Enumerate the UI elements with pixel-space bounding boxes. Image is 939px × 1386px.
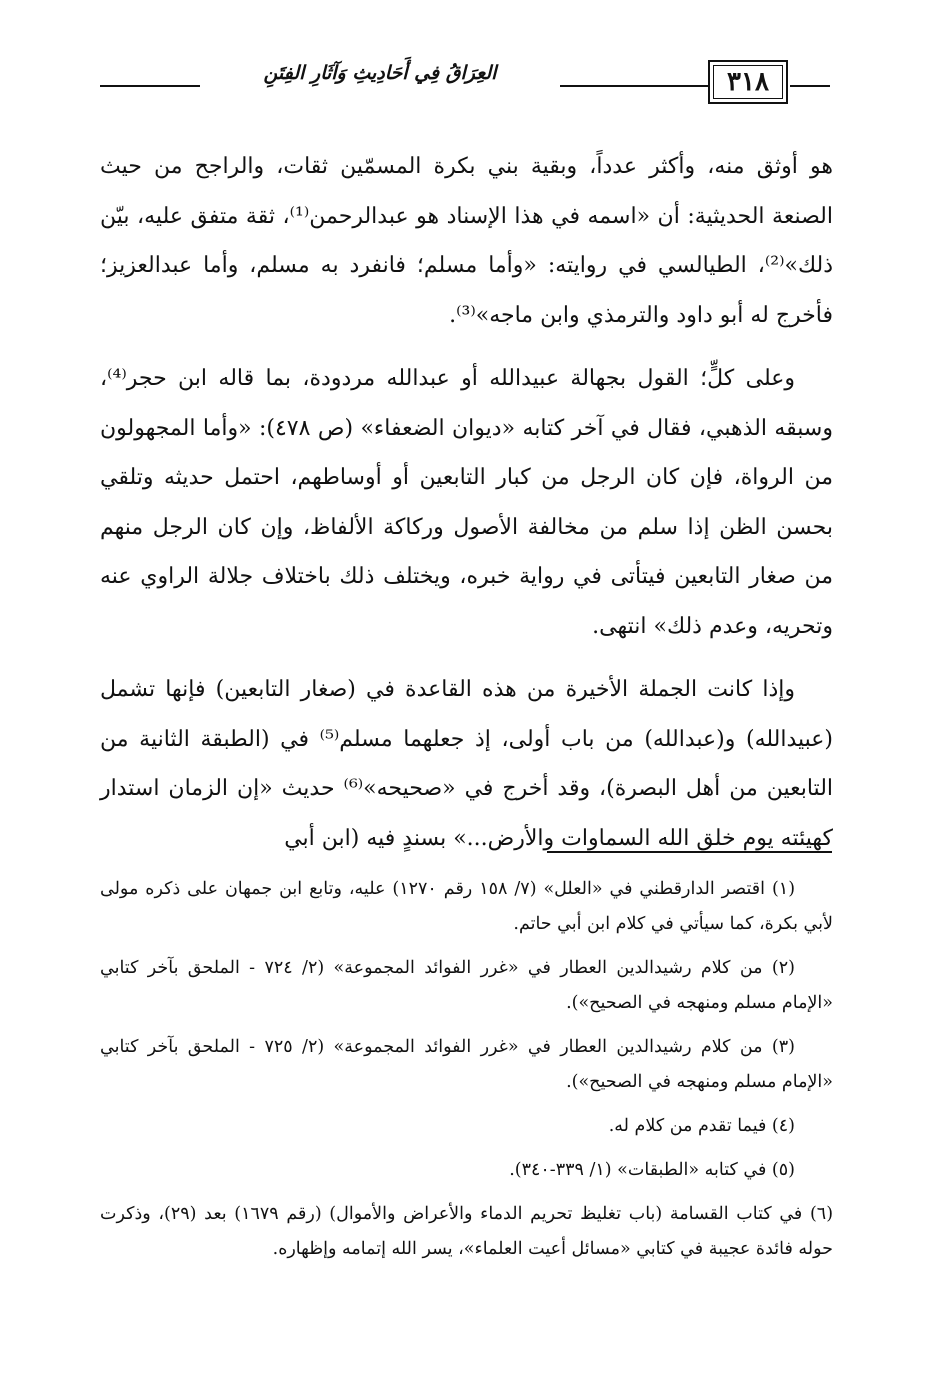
footnote-1: (١) اقتصر الدارقطني في «العلل» (٧/ ١٥٨ رقم ١٢٧٠) عليه، وتابع ابن جمهان على ذكره مولى لأبي بكرة، كما سيأتي في كلام ابن أبي حاتم. (100, 879, 833, 934)
running-title: العِرَاقُ فِي أَحَادِيثِ وَآثَارِ الفِتَنِ (263, 62, 497, 84)
page-header (100, 60, 830, 108)
footnote-5: (٥) في كتابه «الطبقات» (١/ ٣٣٩-٣٤٠). (509, 1160, 795, 1180)
header-rule-left (100, 85, 200, 87)
header-rule-middle (560, 85, 710, 87)
footnote-4: (٤) فيما تقدم من كلام له. (608, 1116, 795, 1136)
footnote-divider (547, 851, 832, 853)
body-paragraph-3: وإذا كانت الجملة الأخيرة من هذه القاعدة في (صغار التابعين) فإنها تشمل (عبيدالله) و(عبدالله) من باب أولى، إذ جعلهما مسلم⁽⁵⁾ في (الطبقة الثانية من التابعين من أهل البصرة)، وقد أخرج في «صحيحه»⁽⁶⁾ حديث «إن الزمان استدار كهيئته يوم خلق الله السماوات والأرض...» بسندٍ فيه (ابن أبي (100, 677, 834, 851)
footnotes (100, 872, 833, 1276)
page-number-box (708, 60, 788, 104)
page-number: ٣١٨ (727, 67, 769, 97)
body-paragraph-2: وعلى كلٍّ؛ القول بجهالة عبيدالله أو عبدالله مردودة، بما قاله ابن حجر⁽⁴⁾، وسبقه الذهبي، فقال في آخر كتابه «ديوان الضعفاء» (ص ٤٧٨): «وأما المجهولون من الرواة، فإن كان الرجل من كبار التابعين أو أوساطهم، احتمل حديثه وتلقي بحسن الظن إذا سلم من مخالفة الأصول وركاكة الألفاظ، وإن كان الرجل منهم من صغار التابعين فيتأتى في رواية خبره، ويختلف ذلك باختلاف جلالة الراوي عنه وتحريه، وعدم ذلك» انتهى. (100, 366, 833, 639)
footnote-6: (٦) في كتاب القسامة (باب تغليظ تحريم الدماء والأعراض والأموال) (رقم ١٦٧٩) بعد (٢٩)، وذكرت حوله فائدة عجيبة في كتابي «مسائل أعيت العلماء»، يسر الله إتمامه وإظهاره. (100, 1204, 834, 1259)
header-rule-right (790, 85, 830, 87)
body-paragraph-1: هو أوثق منه، وأكثر عدداً، وبقية بني بكرة المسمّين ثقات، والراجح من حيث الصنعة الحديثية: أن «اسمه في هذا الإسناد هو عبدالرحمن⁽¹⁾، ثقة متفق عليه، بيّن ذلك»⁽²⁾، الطيالسي في روايته: «وأما مسلم؛ فانفرد به مسلم، وأما عبدالعزيز؛ فأخرج له أبو داود والترمذي وابن ماجه»⁽³⁾. (100, 154, 833, 328)
footnote-3: (٣) من كلام رشيدالدين العطار في «غرر الفوائد المجموعة» (٢/ ٧٢٥ - الملحق بآخر كتابي «الإمام مسلم ومنهجه في الصحيح»). (100, 1037, 833, 1092)
main-text (100, 142, 833, 877)
footnote-2: (٢) من كلام رشيدالدين العطار في «غرر الفوائد المجموعة» (٢/ ٧٢٤ - الملحق بآخر كتابي «الإمام مسلم ومنهجه في الصحيح»). (100, 958, 833, 1013)
